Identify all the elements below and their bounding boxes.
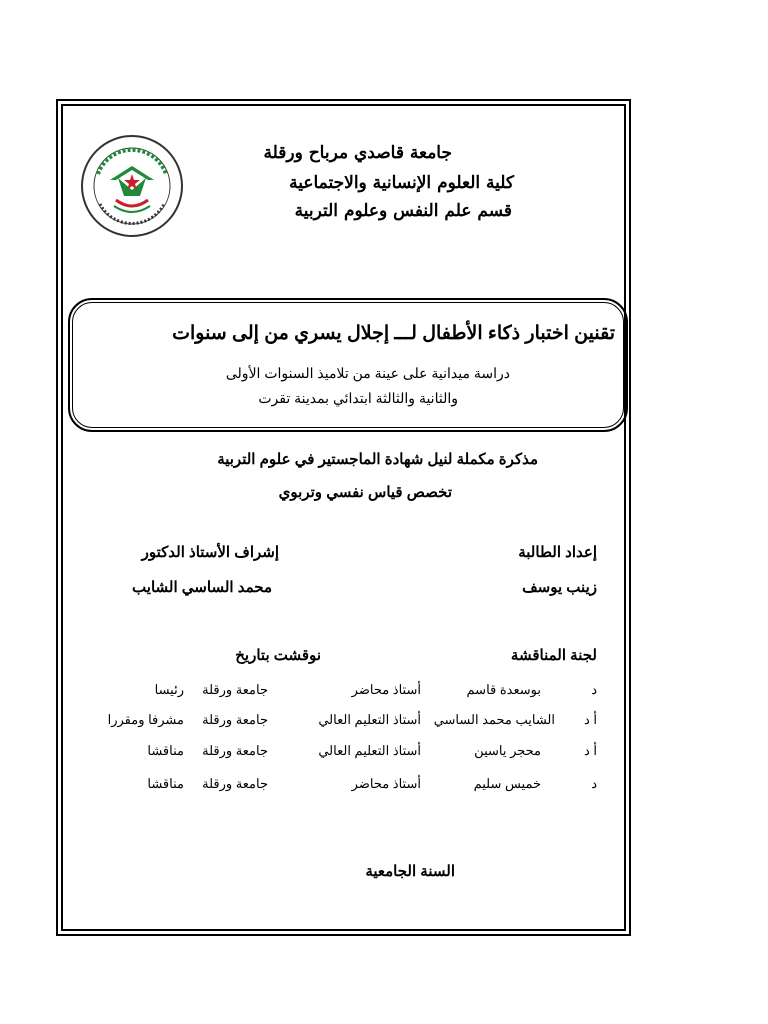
member-role: مشرفا ومقررا — [107, 712, 184, 727]
member-university: جامعة ورقلة — [202, 712, 268, 727]
thesis-title: تقنين اختبار ذكاء الأطفال لـــ إجلال يسري من إلى سنوات — [172, 323, 615, 344]
member-university: جامعة ورقلة — [202, 776, 268, 791]
committee-label: لجنة المناقشة — [510, 647, 597, 664]
thesis-subtitle-line2: والثانية والثالثة ابتدائي بمدينة تقرت — [258, 390, 458, 406]
thesis-purpose: مذكرة مكملة لنيل شهادة الماجستير في علوم التربية — [217, 451, 538, 468]
supervisor-label: إشراف الأستاذ الدكتور — [141, 544, 279, 561]
member-name: بوسعدة قاسم — [466, 682, 541, 697]
member-university: جامعة ورقلة — [202, 682, 268, 697]
member-name: محجر ياسين — [474, 743, 541, 758]
member-university: جامعة ورقلة — [202, 743, 268, 758]
member-degree: أ د — [583, 712, 597, 727]
supervisor-name: محمد الساسي الشايب — [132, 579, 272, 596]
member-name: الشايب محمد الساسي — [433, 712, 555, 727]
university-name: جامعة قاصدي مرباح ورقلة — [263, 143, 452, 163]
member-rank: أستاذ محاضر — [351, 776, 421, 791]
member-rank: أستاذ التعليم العالي — [318, 743, 421, 758]
thesis-subtitle-line1: دراسة ميدانية على عينة من تلاميذ السنوات الأولى — [225, 365, 510, 381]
member-rank: أستاذ التعليم العالي — [318, 712, 421, 727]
faculty-name: كلية العلوم الإنسانية والاجتماعية — [289, 173, 514, 193]
department-name: قسم علم النفس وعلوم التربية — [294, 201, 512, 221]
member-role: رئيسا — [154, 682, 184, 697]
university-seal-icon — [80, 134, 184, 238]
member-role: مناقشا — [147, 776, 184, 791]
prepared-by-label: إعداد الطالبة — [518, 544, 597, 561]
academic-year-label: السنة الجامعية — [365, 863, 455, 880]
member-role: مناقشا — [147, 743, 184, 758]
member-degree: أ د — [583, 743, 597, 758]
student-name: زينب يوسف — [522, 579, 597, 596]
defense-date-label: نوقشت بتاريخ — [235, 647, 321, 664]
member-degree: د — [591, 682, 597, 697]
thesis-specialization: تخصص قياس نفسي وتربوي — [278, 484, 452, 501]
member-degree: د — [591, 776, 597, 791]
member-name: خميس سليم — [473, 776, 541, 791]
member-rank: أستاذ محاضر — [351, 682, 421, 697]
